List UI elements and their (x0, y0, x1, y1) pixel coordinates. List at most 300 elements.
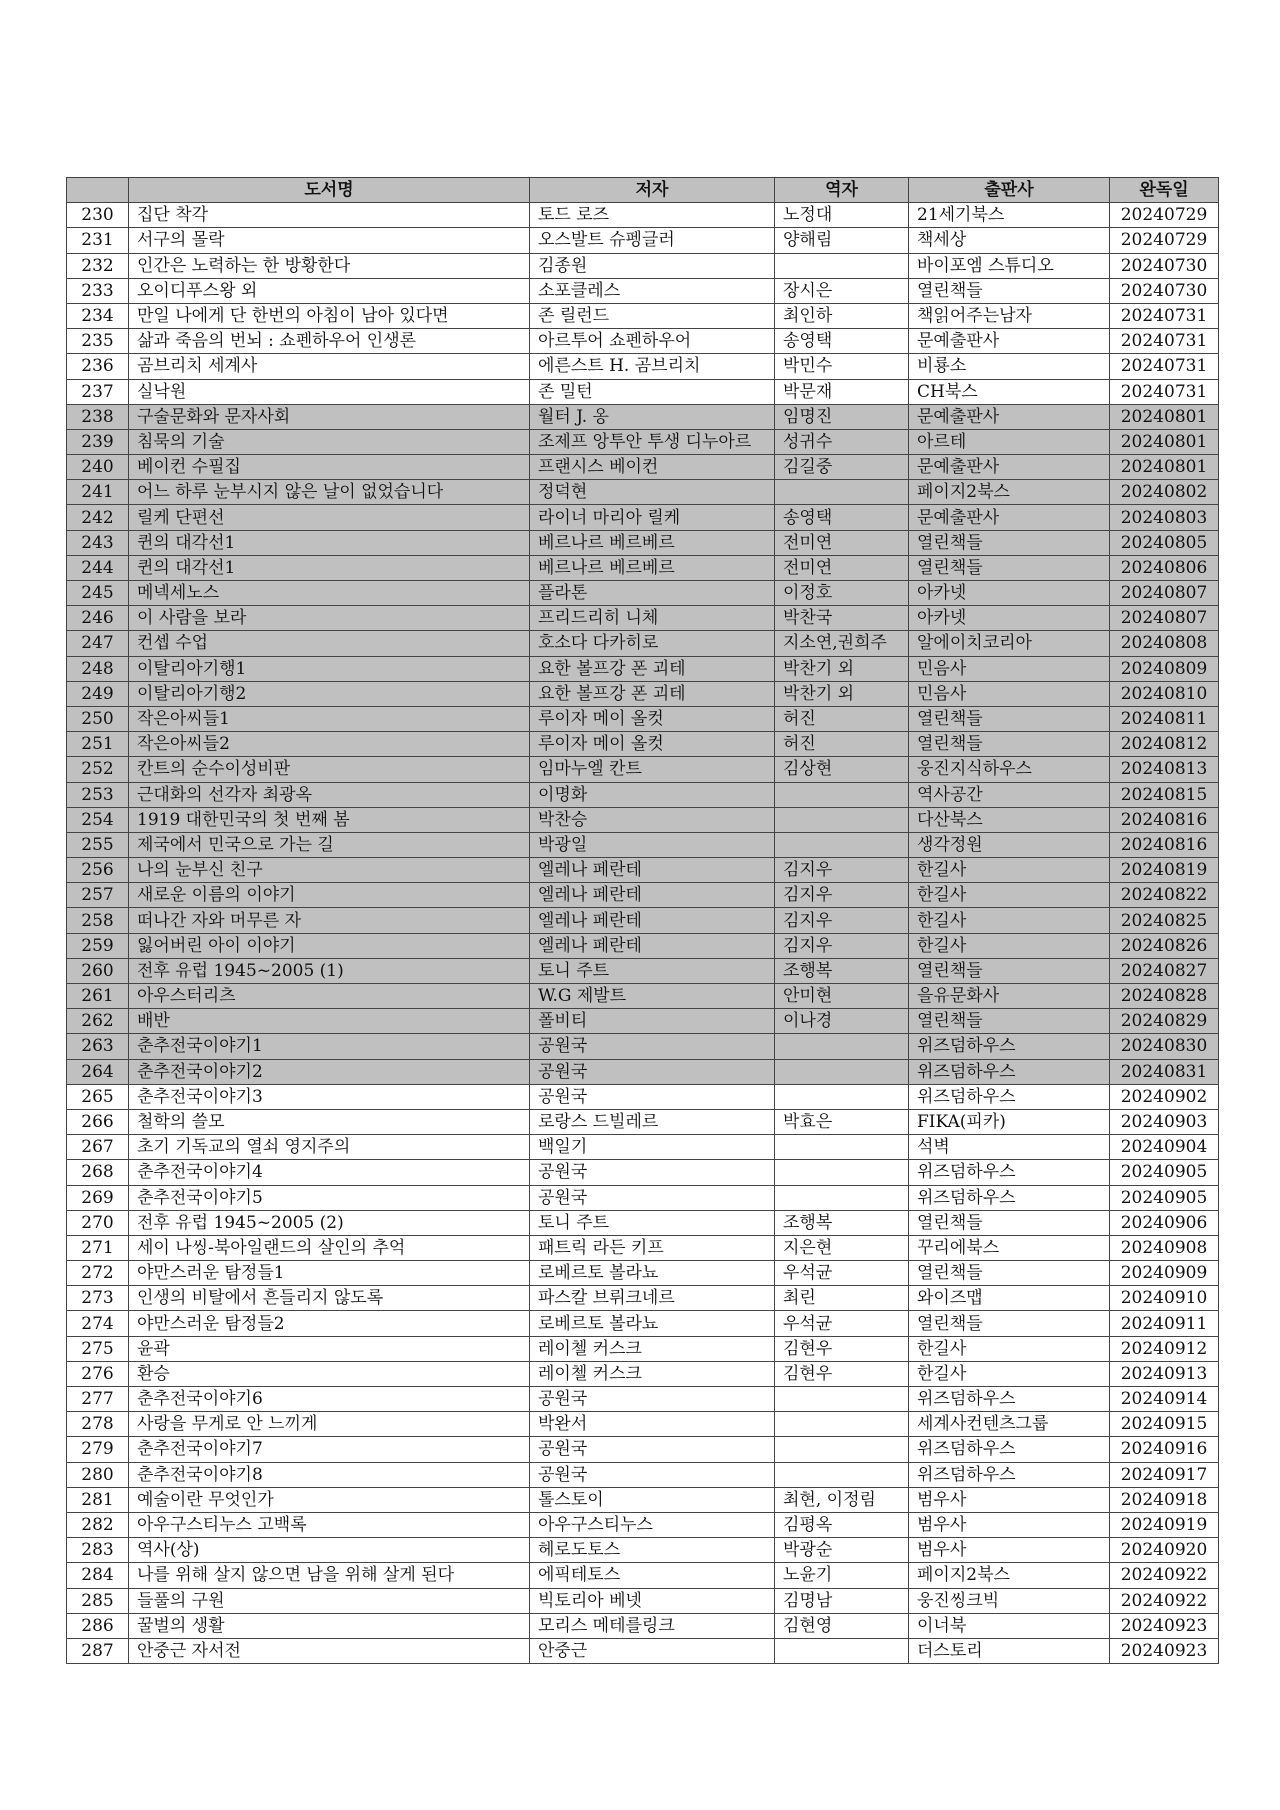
finish-date: 20240731 (1110, 329, 1219, 354)
book-title: 곰브리치 세계사 (129, 354, 530, 379)
book-publisher: 한길사 (909, 1361, 1110, 1386)
book-title: 야만스러운 탐정들2 (129, 1311, 530, 1336)
row-number: 243 (67, 530, 129, 555)
book-title: 작은아씨들1 (129, 706, 530, 731)
table-row (67, 1336, 1219, 1361)
row-number: 256 (67, 858, 129, 883)
book-title: 만일 나에게 단 한번의 아침이 남아 있다면 (129, 303, 530, 328)
row-number: 252 (67, 757, 129, 782)
book-author: 레이첼 커스크 (530, 1361, 775, 1386)
finish-date: 20240922 (1110, 1563, 1219, 1588)
book-title: 춘추전국이야기4 (129, 1160, 530, 1185)
finish-date: 20240826 (1110, 933, 1219, 958)
book-publisher: 책읽어주는남자 (909, 303, 1110, 328)
book-translator: 허진 (775, 706, 909, 731)
book-author: 패트릭 라든 키프 (530, 1235, 775, 1260)
book-publisher: 이너북 (909, 1613, 1110, 1638)
book-title: 이탈리아기행2 (129, 681, 530, 706)
header-author: 저자 (530, 178, 775, 203)
finish-date: 20240910 (1110, 1286, 1219, 1311)
book-title: 삶과 죽음의 번뇌 : 쇼펜하우어 인생론 (129, 329, 530, 354)
table-body (67, 203, 1219, 1664)
book-publisher: 바이포엠 스튜디오 (909, 253, 1110, 278)
book-translator: 최현, 이정림 (775, 1487, 909, 1512)
book-translator: 우석균 (775, 1311, 909, 1336)
book-publisher: 문예출판사 (909, 505, 1110, 530)
table-row (67, 1185, 1219, 1210)
finish-date: 20240906 (1110, 1210, 1219, 1235)
table-row (67, 253, 1219, 278)
table-row (67, 1135, 1219, 1160)
book-translator: 송영택 (775, 329, 909, 354)
book-translator: 전미연 (775, 530, 909, 555)
book-publisher: 석벽 (909, 1135, 1110, 1160)
finish-date: 20240801 (1110, 429, 1219, 454)
book-title: 전후 유럽 1945~2005 (2) (129, 1210, 530, 1235)
table-row (67, 1613, 1219, 1638)
book-translator (775, 807, 909, 832)
book-translator: 노정대 (775, 203, 909, 228)
book-author: 공원국 (530, 1084, 775, 1109)
book-title: 집단 착각 (129, 203, 530, 228)
row-number: 231 (67, 228, 129, 253)
row-number: 241 (67, 480, 129, 505)
book-title: 환승 (129, 1361, 530, 1386)
book-title: 들풀의 구원 (129, 1588, 530, 1613)
book-author: 빅토리아 베넷 (530, 1588, 775, 1613)
row-number: 253 (67, 782, 129, 807)
book-translator (775, 1185, 909, 1210)
book-author: 존 밀턴 (530, 379, 775, 404)
book-author: W.G 제발트 (530, 984, 775, 1009)
book-author: 루이자 메이 올컷 (530, 732, 775, 757)
book-translator: 우석균 (775, 1261, 909, 1286)
table-row (67, 228, 1219, 253)
book-title: 오이디푸스왕 외 (129, 278, 530, 303)
book-translator (775, 1084, 909, 1109)
row-number: 266 (67, 1109, 129, 1134)
table-row (67, 706, 1219, 731)
table-row (67, 656, 1219, 681)
book-translator (775, 1387, 909, 1412)
book-translator: 박찬기 외 (775, 656, 909, 681)
book-publisher: 열린책들 (909, 530, 1110, 555)
finish-date: 20240813 (1110, 757, 1219, 782)
book-title: 꿀벌의 생활 (129, 1613, 530, 1638)
book-publisher: 한길사 (909, 908, 1110, 933)
book-publisher: 열린책들 (909, 555, 1110, 580)
book-author: 호소다 다카히로 (530, 631, 775, 656)
table-row (67, 1210, 1219, 1235)
row-number: 282 (67, 1512, 129, 1537)
book-translator: 노윤기 (775, 1563, 909, 1588)
finish-date: 20240730 (1110, 278, 1219, 303)
row-number: 275 (67, 1336, 129, 1361)
row-number: 284 (67, 1563, 129, 1588)
table-row (67, 203, 1219, 228)
book-translator: 성귀수 (775, 429, 909, 454)
finish-date: 20240829 (1110, 1009, 1219, 1034)
book-publisher: 열린책들 (909, 732, 1110, 757)
finish-date: 20240802 (1110, 480, 1219, 505)
row-number: 259 (67, 933, 129, 958)
table-row (67, 1588, 1219, 1613)
book-publisher: 범우사 (909, 1487, 1110, 1512)
book-author: 백일기 (530, 1135, 775, 1160)
row-number: 235 (67, 329, 129, 354)
finish-date: 20240905 (1110, 1185, 1219, 1210)
finish-date: 20240815 (1110, 782, 1219, 807)
book-title: 어느 하루 눈부시지 않은 날이 없었습니다 (129, 480, 530, 505)
book-publisher: 위즈덤하우스 (909, 1185, 1110, 1210)
book-publisher: 위즈덤하우스 (909, 1387, 1110, 1412)
table-row (67, 354, 1219, 379)
book-title: 나를 위해 살지 않으면 남을 위해 살게 된다 (129, 1563, 530, 1588)
book-publisher: 문예출판사 (909, 404, 1110, 429)
row-number: 272 (67, 1261, 129, 1286)
table-row (67, 984, 1219, 1009)
row-number: 274 (67, 1311, 129, 1336)
book-translator (775, 782, 909, 807)
finish-date: 20240731 (1110, 354, 1219, 379)
row-number: 260 (67, 958, 129, 983)
table-row (67, 1286, 1219, 1311)
book-title: 서구의 몰락 (129, 228, 530, 253)
row-number: 283 (67, 1538, 129, 1563)
finish-date: 20240919 (1110, 1512, 1219, 1537)
book-author: 레이첼 커스크 (530, 1336, 775, 1361)
row-number: 287 (67, 1638, 129, 1663)
book-author: 에른스트 H. 곰브리치 (530, 354, 775, 379)
book-translator: 김지우 (775, 883, 909, 908)
book-publisher: CH북스 (909, 379, 1110, 404)
book-publisher: 열린책들 (909, 958, 1110, 983)
table-row (67, 958, 1219, 983)
book-translator: 조행복 (775, 958, 909, 983)
book-title: 실낙원 (129, 379, 530, 404)
finish-date: 20240905 (1110, 1160, 1219, 1185)
book-author: 토니 주트 (530, 1210, 775, 1235)
finish-date: 20240830 (1110, 1034, 1219, 1059)
book-publisher: 문예출판사 (909, 455, 1110, 480)
table-row (67, 1538, 1219, 1563)
book-author: 이명화 (530, 782, 775, 807)
book-title: 춘추전국이야기2 (129, 1059, 530, 1084)
row-number: 240 (67, 455, 129, 480)
book-publisher: 위즈덤하우스 (909, 1437, 1110, 1462)
book-title: 구술문화와 문자사회 (129, 404, 530, 429)
book-author: 박완서 (530, 1412, 775, 1437)
finish-date: 20240731 (1110, 303, 1219, 328)
book-publisher: FIKA(피카) (909, 1109, 1110, 1134)
book-author: 폴비티 (530, 1009, 775, 1034)
book-publisher: 페이지2북스 (909, 1563, 1110, 1588)
row-number: 257 (67, 883, 129, 908)
book-publisher: 범우사 (909, 1538, 1110, 1563)
table-row (67, 732, 1219, 757)
book-title: 야만스러운 탐정들1 (129, 1261, 530, 1286)
finish-date: 20240908 (1110, 1235, 1219, 1260)
book-translator (775, 1034, 909, 1059)
table-row (67, 1311, 1219, 1336)
table-row (67, 1160, 1219, 1185)
row-number: 245 (67, 581, 129, 606)
finish-date: 20240805 (1110, 530, 1219, 555)
reading-log-page (66, 177, 1218, 1664)
book-publisher: 21세기북스 (909, 203, 1110, 228)
book-publisher: 다산북스 (909, 807, 1110, 832)
book-translator: 송영택 (775, 505, 909, 530)
finish-date: 20240816 (1110, 832, 1219, 857)
book-title: 떠나간 자와 머무른 자 (129, 908, 530, 933)
book-author: 토니 주트 (530, 958, 775, 983)
book-translator: 임명진 (775, 404, 909, 429)
book-author: 엘레나 페란테 (530, 858, 775, 883)
book-publisher: 열린책들 (909, 706, 1110, 731)
book-title: 춘추전국이야기3 (129, 1084, 530, 1109)
book-translator: 김현우 (775, 1336, 909, 1361)
book-title: 릴케 단편선 (129, 505, 530, 530)
book-author: 안중근 (530, 1638, 775, 1663)
table-row (67, 1412, 1219, 1437)
row-number: 254 (67, 807, 129, 832)
book-title: 제국에서 민국으로 가는 길 (129, 832, 530, 857)
book-author: 요한 볼프강 폰 괴테 (530, 656, 775, 681)
row-number: 278 (67, 1412, 129, 1437)
row-number: 248 (67, 656, 129, 681)
book-author: 플라톤 (530, 581, 775, 606)
book-translator: 김현우 (775, 1361, 909, 1386)
finish-date: 20240912 (1110, 1336, 1219, 1361)
book-translator: 김명남 (775, 1588, 909, 1613)
row-number: 277 (67, 1387, 129, 1412)
finish-date: 20240801 (1110, 404, 1219, 429)
book-author: 박찬승 (530, 807, 775, 832)
finish-date: 20240809 (1110, 656, 1219, 681)
table-row (67, 303, 1219, 328)
finish-date: 20240729 (1110, 203, 1219, 228)
book-translator: 허진 (775, 732, 909, 757)
table-row (67, 1512, 1219, 1537)
book-translator: 장시은 (775, 278, 909, 303)
finish-date: 20240923 (1110, 1613, 1219, 1638)
book-author: 요한 볼프강 폰 괴테 (530, 681, 775, 706)
book-author: 토드 로즈 (530, 203, 775, 228)
book-title: 아우구스티누스 고백록 (129, 1512, 530, 1537)
book-author: 존 릴런드 (530, 303, 775, 328)
book-title: 컨셉 수업 (129, 631, 530, 656)
book-author: 공원국 (530, 1160, 775, 1185)
book-title: 역사(상) (129, 1538, 530, 1563)
table-row (67, 379, 1219, 404)
table-row (67, 1261, 1219, 1286)
book-translator: 양해림 (775, 228, 909, 253)
table-row (67, 782, 1219, 807)
book-publisher: 더스토리 (909, 1638, 1110, 1663)
book-translator: 전미연 (775, 555, 909, 580)
book-title: 초기 기독교의 열쇠 영지주의 (129, 1135, 530, 1160)
reading-log-table (66, 177, 1219, 1664)
book-author: 공원국 (530, 1059, 775, 1084)
finish-date: 20240915 (1110, 1412, 1219, 1437)
book-title: 춘추전국이야기1 (129, 1034, 530, 1059)
finish-date: 20240822 (1110, 883, 1219, 908)
book-author: 로베르토 볼라뇨 (530, 1261, 775, 1286)
table-row (67, 404, 1219, 429)
row-number: 242 (67, 505, 129, 530)
book-title: 춘추전국이야기6 (129, 1387, 530, 1412)
finish-date: 20240923 (1110, 1638, 1219, 1663)
finish-date: 20240904 (1110, 1135, 1219, 1160)
book-publisher: 위즈덤하우스 (909, 1160, 1110, 1185)
book-publisher: 위즈덤하우스 (909, 1034, 1110, 1059)
row-number: 286 (67, 1613, 129, 1638)
finish-date: 20240731 (1110, 379, 1219, 404)
table-row (67, 1462, 1219, 1487)
book-title: 춘추전국이야기8 (129, 1462, 530, 1487)
book-title: 아우스터리츠 (129, 984, 530, 1009)
table-row (67, 832, 1219, 857)
table-row (67, 1638, 1219, 1663)
row-number: 255 (67, 832, 129, 857)
book-translator (775, 1059, 909, 1084)
book-translator (775, 1135, 909, 1160)
finish-date: 20240914 (1110, 1387, 1219, 1412)
row-number: 263 (67, 1034, 129, 1059)
book-publisher: 아카넷 (909, 581, 1110, 606)
row-number: 261 (67, 984, 129, 1009)
book-author: 엘레나 페란테 (530, 883, 775, 908)
finish-date: 20240811 (1110, 706, 1219, 731)
finish-date: 20240911 (1110, 1311, 1219, 1336)
row-number: 264 (67, 1059, 129, 1084)
row-number: 237 (67, 379, 129, 404)
row-number: 244 (67, 555, 129, 580)
header-finish-date: 완독일 (1110, 178, 1219, 203)
row-number: 246 (67, 606, 129, 631)
book-translator: 박민수 (775, 354, 909, 379)
book-publisher: 알에이치코리아 (909, 631, 1110, 656)
book-publisher: 와이즈맵 (909, 1286, 1110, 1311)
table-row (67, 581, 1219, 606)
book-title: 배반 (129, 1009, 530, 1034)
book-translator (775, 253, 909, 278)
book-publisher: 민음사 (909, 681, 1110, 706)
row-number: 258 (67, 908, 129, 933)
book-publisher: 열린책들 (909, 1009, 1110, 1034)
row-number: 239 (67, 429, 129, 454)
book-author: 베르나르 베르베르 (530, 555, 775, 580)
book-title: 세이 나씽-북아일랜드의 살인의 추억 (129, 1235, 530, 1260)
finish-date: 20240917 (1110, 1462, 1219, 1487)
header-number (67, 178, 129, 203)
book-author: 오스발트 슈펭글러 (530, 228, 775, 253)
table-row (67, 429, 1219, 454)
book-author: 소포클레스 (530, 278, 775, 303)
finish-date: 20240807 (1110, 581, 1219, 606)
book-author: 헤로도토스 (530, 1538, 775, 1563)
book-author: 모리스 메테를링크 (530, 1613, 775, 1638)
book-translator: 김상현 (775, 757, 909, 782)
row-number: 262 (67, 1009, 129, 1034)
row-number: 269 (67, 1185, 129, 1210)
book-title: 퀸의 대각선1 (129, 555, 530, 580)
book-translator: 조행복 (775, 1210, 909, 1235)
row-number: 234 (67, 303, 129, 328)
book-author: 조제프 앙투안 투생 디누아르 (530, 429, 775, 454)
finish-date: 20240825 (1110, 908, 1219, 933)
table-row (67, 883, 1219, 908)
book-publisher: 열린책들 (909, 1311, 1110, 1336)
book-translator: 김평옥 (775, 1512, 909, 1537)
row-number: 279 (67, 1437, 129, 1462)
book-author: 정덕현 (530, 480, 775, 505)
book-translator: 김지우 (775, 858, 909, 883)
book-title: 나의 눈부신 친구 (129, 858, 530, 883)
book-author: 공원국 (530, 1185, 775, 1210)
book-translator: 이정호 (775, 581, 909, 606)
book-author: 월터 J. 옹 (530, 404, 775, 429)
row-number: 281 (67, 1487, 129, 1512)
finish-date: 20240828 (1110, 984, 1219, 1009)
book-author: 공원국 (530, 1462, 775, 1487)
book-publisher: 문예출판사 (909, 329, 1110, 354)
finish-date: 20240801 (1110, 455, 1219, 480)
table-row (67, 329, 1219, 354)
book-translator: 박광순 (775, 1538, 909, 1563)
book-author: 엘레나 페란테 (530, 933, 775, 958)
book-title: 이탈리아기행1 (129, 656, 530, 681)
table-row (67, 278, 1219, 303)
book-author: 파스칼 브뤼크네르 (530, 1286, 775, 1311)
book-title: 예술이란 무엇인가 (129, 1487, 530, 1512)
table-row (67, 606, 1219, 631)
book-publisher: 위즈덤하우스 (909, 1059, 1110, 1084)
table-row (67, 1109, 1219, 1134)
book-author: 아르투어 쇼펜하우어 (530, 329, 775, 354)
book-publisher: 열린책들 (909, 1261, 1110, 1286)
book-author: 프랜시스 베이컨 (530, 455, 775, 480)
book-author: 루이자 메이 올컷 (530, 706, 775, 731)
book-title: 춘추전국이야기7 (129, 1437, 530, 1462)
row-number: 233 (67, 278, 129, 303)
book-translator (775, 1638, 909, 1663)
row-number: 230 (67, 203, 129, 228)
book-title: 퀸의 대각선1 (129, 530, 530, 555)
table-row (67, 1009, 1219, 1034)
finish-date: 20240803 (1110, 505, 1219, 530)
table-row (67, 455, 1219, 480)
table-row (67, 1235, 1219, 1260)
book-title: 윤곽 (129, 1336, 530, 1361)
book-translator: 박찬기 외 (775, 681, 909, 706)
table-row (67, 505, 1219, 530)
table-row (67, 807, 1219, 832)
book-author: 베르나르 베르베르 (530, 530, 775, 555)
book-author: 톨스토이 (530, 1487, 775, 1512)
book-title: 안중근 자서전 (129, 1638, 530, 1663)
book-author: 김종원 (530, 253, 775, 278)
finish-date: 20240909 (1110, 1261, 1219, 1286)
book-author: 로베르토 볼라뇨 (530, 1311, 775, 1336)
book-author: 공원국 (530, 1387, 775, 1412)
row-number: 249 (67, 681, 129, 706)
table-row (67, 1084, 1219, 1109)
book-author: 로랑스 드빌레르 (530, 1109, 775, 1134)
row-number: 238 (67, 404, 129, 429)
book-publisher: 비룡소 (909, 354, 1110, 379)
book-translator: 박찬국 (775, 606, 909, 631)
